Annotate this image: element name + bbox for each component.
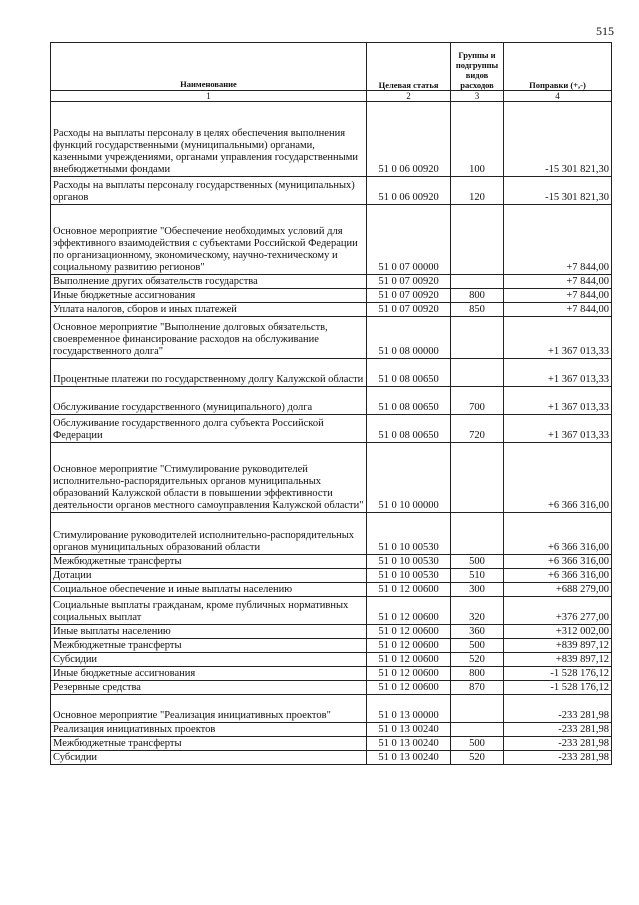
table-row bbox=[51, 443, 612, 513]
page-number: 515 bbox=[596, 24, 614, 38]
header-group: Группы и подгруппы видов расходов bbox=[451, 43, 504, 91]
row-target-code: 51 0 07 00920 bbox=[367, 289, 451, 303]
row-expense-group bbox=[451, 443, 504, 513]
row-expense-group: 510 bbox=[451, 569, 504, 583]
row-name: Резервные средства bbox=[51, 681, 367, 695]
row-expense-group bbox=[451, 317, 504, 359]
row-amount: -15 301 821,30 bbox=[504, 102, 612, 177]
row-expense-group: 800 bbox=[451, 667, 504, 681]
row-target-code: 51 0 12 00600 bbox=[367, 625, 451, 639]
row-name: Субсидии bbox=[51, 751, 367, 765]
row-expense-group: 360 bbox=[451, 625, 504, 639]
row-target-code: 51 0 08 00650 bbox=[367, 415, 451, 443]
row-name: Социальное обеспечение и иные выплаты населению bbox=[51, 583, 367, 597]
row-name: Дотации bbox=[51, 569, 367, 583]
row-expense-group: 520 bbox=[451, 653, 504, 667]
row-amount: +1 367 013,33 bbox=[504, 415, 612, 443]
row-target-code: 51 0 10 00530 bbox=[367, 569, 451, 583]
row-expense-group: 120 bbox=[451, 177, 504, 205]
table-row bbox=[51, 359, 612, 387]
table-row bbox=[51, 303, 612, 317]
row-expense-group: 500 bbox=[451, 555, 504, 569]
row-expense-group: 300 bbox=[451, 583, 504, 597]
row-target-code: 51 0 13 00240 bbox=[367, 723, 451, 737]
row-name: Расходы на выплаты персоналу государственных (муниципальных) органов bbox=[51, 177, 367, 205]
row-target-code: 51 0 12 00600 bbox=[367, 681, 451, 695]
row-amount: -15 301 821,30 bbox=[504, 177, 612, 205]
row-name: Межбюджетные трансферты bbox=[51, 737, 367, 751]
table-row bbox=[51, 513, 612, 555]
row-amount: +1 367 013,33 bbox=[504, 317, 612, 359]
row-amount: +7 844,00 bbox=[504, 303, 612, 317]
row-amount: +7 844,00 bbox=[504, 205, 612, 275]
header-code: Целевая статья bbox=[367, 43, 451, 91]
table-row bbox=[51, 681, 612, 695]
row-name: Иные бюджетные ассигнования bbox=[51, 289, 367, 303]
row-name: Процентные платежи по государственному долгу Калужской области bbox=[51, 359, 367, 387]
row-name: Межбюджетные трансферты bbox=[51, 639, 367, 653]
row-name: Расходы на выплаты персоналу в целях обеспечения выполнения функций государственными (муниципальными) органами, казенными учреждениями, органами управления государственными внебюджетными фондами bbox=[51, 102, 367, 177]
table-row bbox=[51, 695, 612, 723]
row-amount: +7 844,00 bbox=[504, 275, 612, 289]
table-row bbox=[51, 102, 612, 177]
row-expense-group: 320 bbox=[451, 597, 504, 625]
table-row bbox=[51, 569, 612, 583]
table-body bbox=[51, 102, 612, 765]
row-name: Основное мероприятие "Выполнение долговых обязательств, своевременное финансирование расходов на обслуживание государственного долга" bbox=[51, 317, 367, 359]
table-row bbox=[51, 317, 612, 359]
row-name: Социальные выплаты гражданам, кроме публичных нормативных социальных выплат bbox=[51, 597, 367, 625]
row-amount: -233 281,98 bbox=[504, 751, 612, 765]
row-amount: -233 281,98 bbox=[504, 723, 612, 737]
row-name: Основное мероприятие "Стимулирование руководителей исполнительно-распорядительных органов муниципальных образований Калужской области в повышении эффективности деятельности органов местного самоуправления Калужской области" bbox=[51, 443, 367, 513]
header-name: Наименование bbox=[51, 43, 367, 91]
table-row bbox=[51, 387, 612, 415]
row-expense-group: 100 bbox=[451, 102, 504, 177]
table-row bbox=[51, 289, 612, 303]
header-amount: Поправки (+,-) bbox=[504, 43, 612, 91]
row-target-code: 51 0 13 00240 bbox=[367, 737, 451, 751]
budget-table bbox=[50, 42, 612, 765]
row-expense-group bbox=[451, 275, 504, 289]
row-expense-group bbox=[451, 513, 504, 555]
row-expense-group: 500 bbox=[451, 737, 504, 751]
table-row bbox=[51, 667, 612, 681]
row-name: Обслуживание государственного долга субъекта Российской Федерации bbox=[51, 415, 367, 443]
row-target-code: 51 0 06 00920 bbox=[367, 177, 451, 205]
row-name: Стимулирование руководителей исполнительно-распорядительных органов муниципальных образований области bbox=[51, 513, 367, 555]
table-row bbox=[51, 205, 612, 275]
row-expense-group: 850 bbox=[451, 303, 504, 317]
row-expense-group: 500 bbox=[451, 639, 504, 653]
row-amount: +688 279,00 bbox=[504, 583, 612, 597]
column-number: 1 bbox=[51, 91, 367, 102]
row-expense-group bbox=[451, 695, 504, 723]
row-target-code: 51 0 08 00650 bbox=[367, 359, 451, 387]
row-target-code: 51 0 07 00920 bbox=[367, 275, 451, 289]
row-name: Субсидии bbox=[51, 653, 367, 667]
table-row bbox=[51, 555, 612, 569]
row-amount: +312 002,00 bbox=[504, 625, 612, 639]
row-name: Реализация инициативных проектов bbox=[51, 723, 367, 737]
row-amount: +6 366 316,00 bbox=[504, 569, 612, 583]
row-name: Иные выплаты населению bbox=[51, 625, 367, 639]
header-row bbox=[51, 43, 612, 91]
row-target-code: 51 0 07 00000 bbox=[367, 205, 451, 275]
row-target-code: 51 0 10 00530 bbox=[367, 555, 451, 569]
row-expense-group: 520 bbox=[451, 751, 504, 765]
row-amount: +1 367 013,33 bbox=[504, 359, 612, 387]
row-amount: +376 277,00 bbox=[504, 597, 612, 625]
row-amount: +839 897,12 bbox=[504, 639, 612, 653]
row-target-code: 51 0 08 00000 bbox=[367, 317, 451, 359]
column-number: 3 bbox=[451, 91, 504, 102]
table-row bbox=[51, 275, 612, 289]
row-amount: +6 366 316,00 bbox=[504, 443, 612, 513]
row-amount: -233 281,98 bbox=[504, 695, 612, 723]
row-amount: +7 844,00 bbox=[504, 289, 612, 303]
column-number: 2 bbox=[367, 91, 451, 102]
table-row bbox=[51, 625, 612, 639]
row-amount: +6 366 316,00 bbox=[504, 555, 612, 569]
table-row bbox=[51, 177, 612, 205]
row-expense-group bbox=[451, 205, 504, 275]
row-amount: -1 528 176,12 bbox=[504, 681, 612, 695]
table-row bbox=[51, 723, 612, 737]
row-amount: +839 897,12 bbox=[504, 653, 612, 667]
row-expense-group bbox=[451, 723, 504, 737]
table-row bbox=[51, 415, 612, 443]
row-target-code: 51 0 13 00240 bbox=[367, 751, 451, 765]
row-target-code: 51 0 10 00000 bbox=[367, 443, 451, 513]
table-row bbox=[51, 597, 612, 625]
row-expense-group: 800 bbox=[451, 289, 504, 303]
column-number-row bbox=[51, 91, 612, 102]
row-expense-group: 700 bbox=[451, 387, 504, 415]
row-name: Обслуживание государственного (муниципального) долга bbox=[51, 387, 367, 415]
table-row bbox=[51, 653, 612, 667]
table-row bbox=[51, 583, 612, 597]
row-name: Уплата налогов, сборов и иных платежей bbox=[51, 303, 367, 317]
row-name: Основное мероприятие "Реализация инициативных проектов" bbox=[51, 695, 367, 723]
column-number: 4 bbox=[504, 91, 612, 102]
row-target-code: 51 0 07 00920 bbox=[367, 303, 451, 317]
row-target-code: 51 0 12 00600 bbox=[367, 639, 451, 653]
row-name: Иные бюджетные ассигнования bbox=[51, 667, 367, 681]
row-target-code: 51 0 12 00600 bbox=[367, 653, 451, 667]
row-name: Межбюджетные трансферты bbox=[51, 555, 367, 569]
row-target-code: 51 0 12 00600 bbox=[367, 597, 451, 625]
row-target-code: 51 0 12 00600 bbox=[367, 667, 451, 681]
row-expense-group bbox=[451, 359, 504, 387]
row-amount: +1 367 013,33 bbox=[504, 387, 612, 415]
row-amount: -1 528 176,12 bbox=[504, 667, 612, 681]
row-amount: +6 366 316,00 bbox=[504, 513, 612, 555]
row-name: Выполнение других обязательств государства bbox=[51, 275, 367, 289]
row-target-code: 51 0 08 00650 bbox=[367, 387, 451, 415]
table-row bbox=[51, 737, 612, 751]
row-expense-group: 870 bbox=[451, 681, 504, 695]
row-amount: -233 281,98 bbox=[504, 737, 612, 751]
row-expense-group: 720 bbox=[451, 415, 504, 443]
row-target-code: 51 0 13 00000 bbox=[367, 695, 451, 723]
row-target-code: 51 0 06 00920 bbox=[367, 102, 451, 177]
row-target-code: 51 0 10 00530 bbox=[367, 513, 451, 555]
table-row bbox=[51, 639, 612, 653]
row-name: Основное мероприятие "Обеспечение необходимых условий для эффективного взаимодействия с субъектами Российской Федерации по организационному, экономическому, научно-техническому и социальному развитию регионов" bbox=[51, 205, 367, 275]
table-row bbox=[51, 751, 612, 765]
row-target-code: 51 0 12 00600 bbox=[367, 583, 451, 597]
